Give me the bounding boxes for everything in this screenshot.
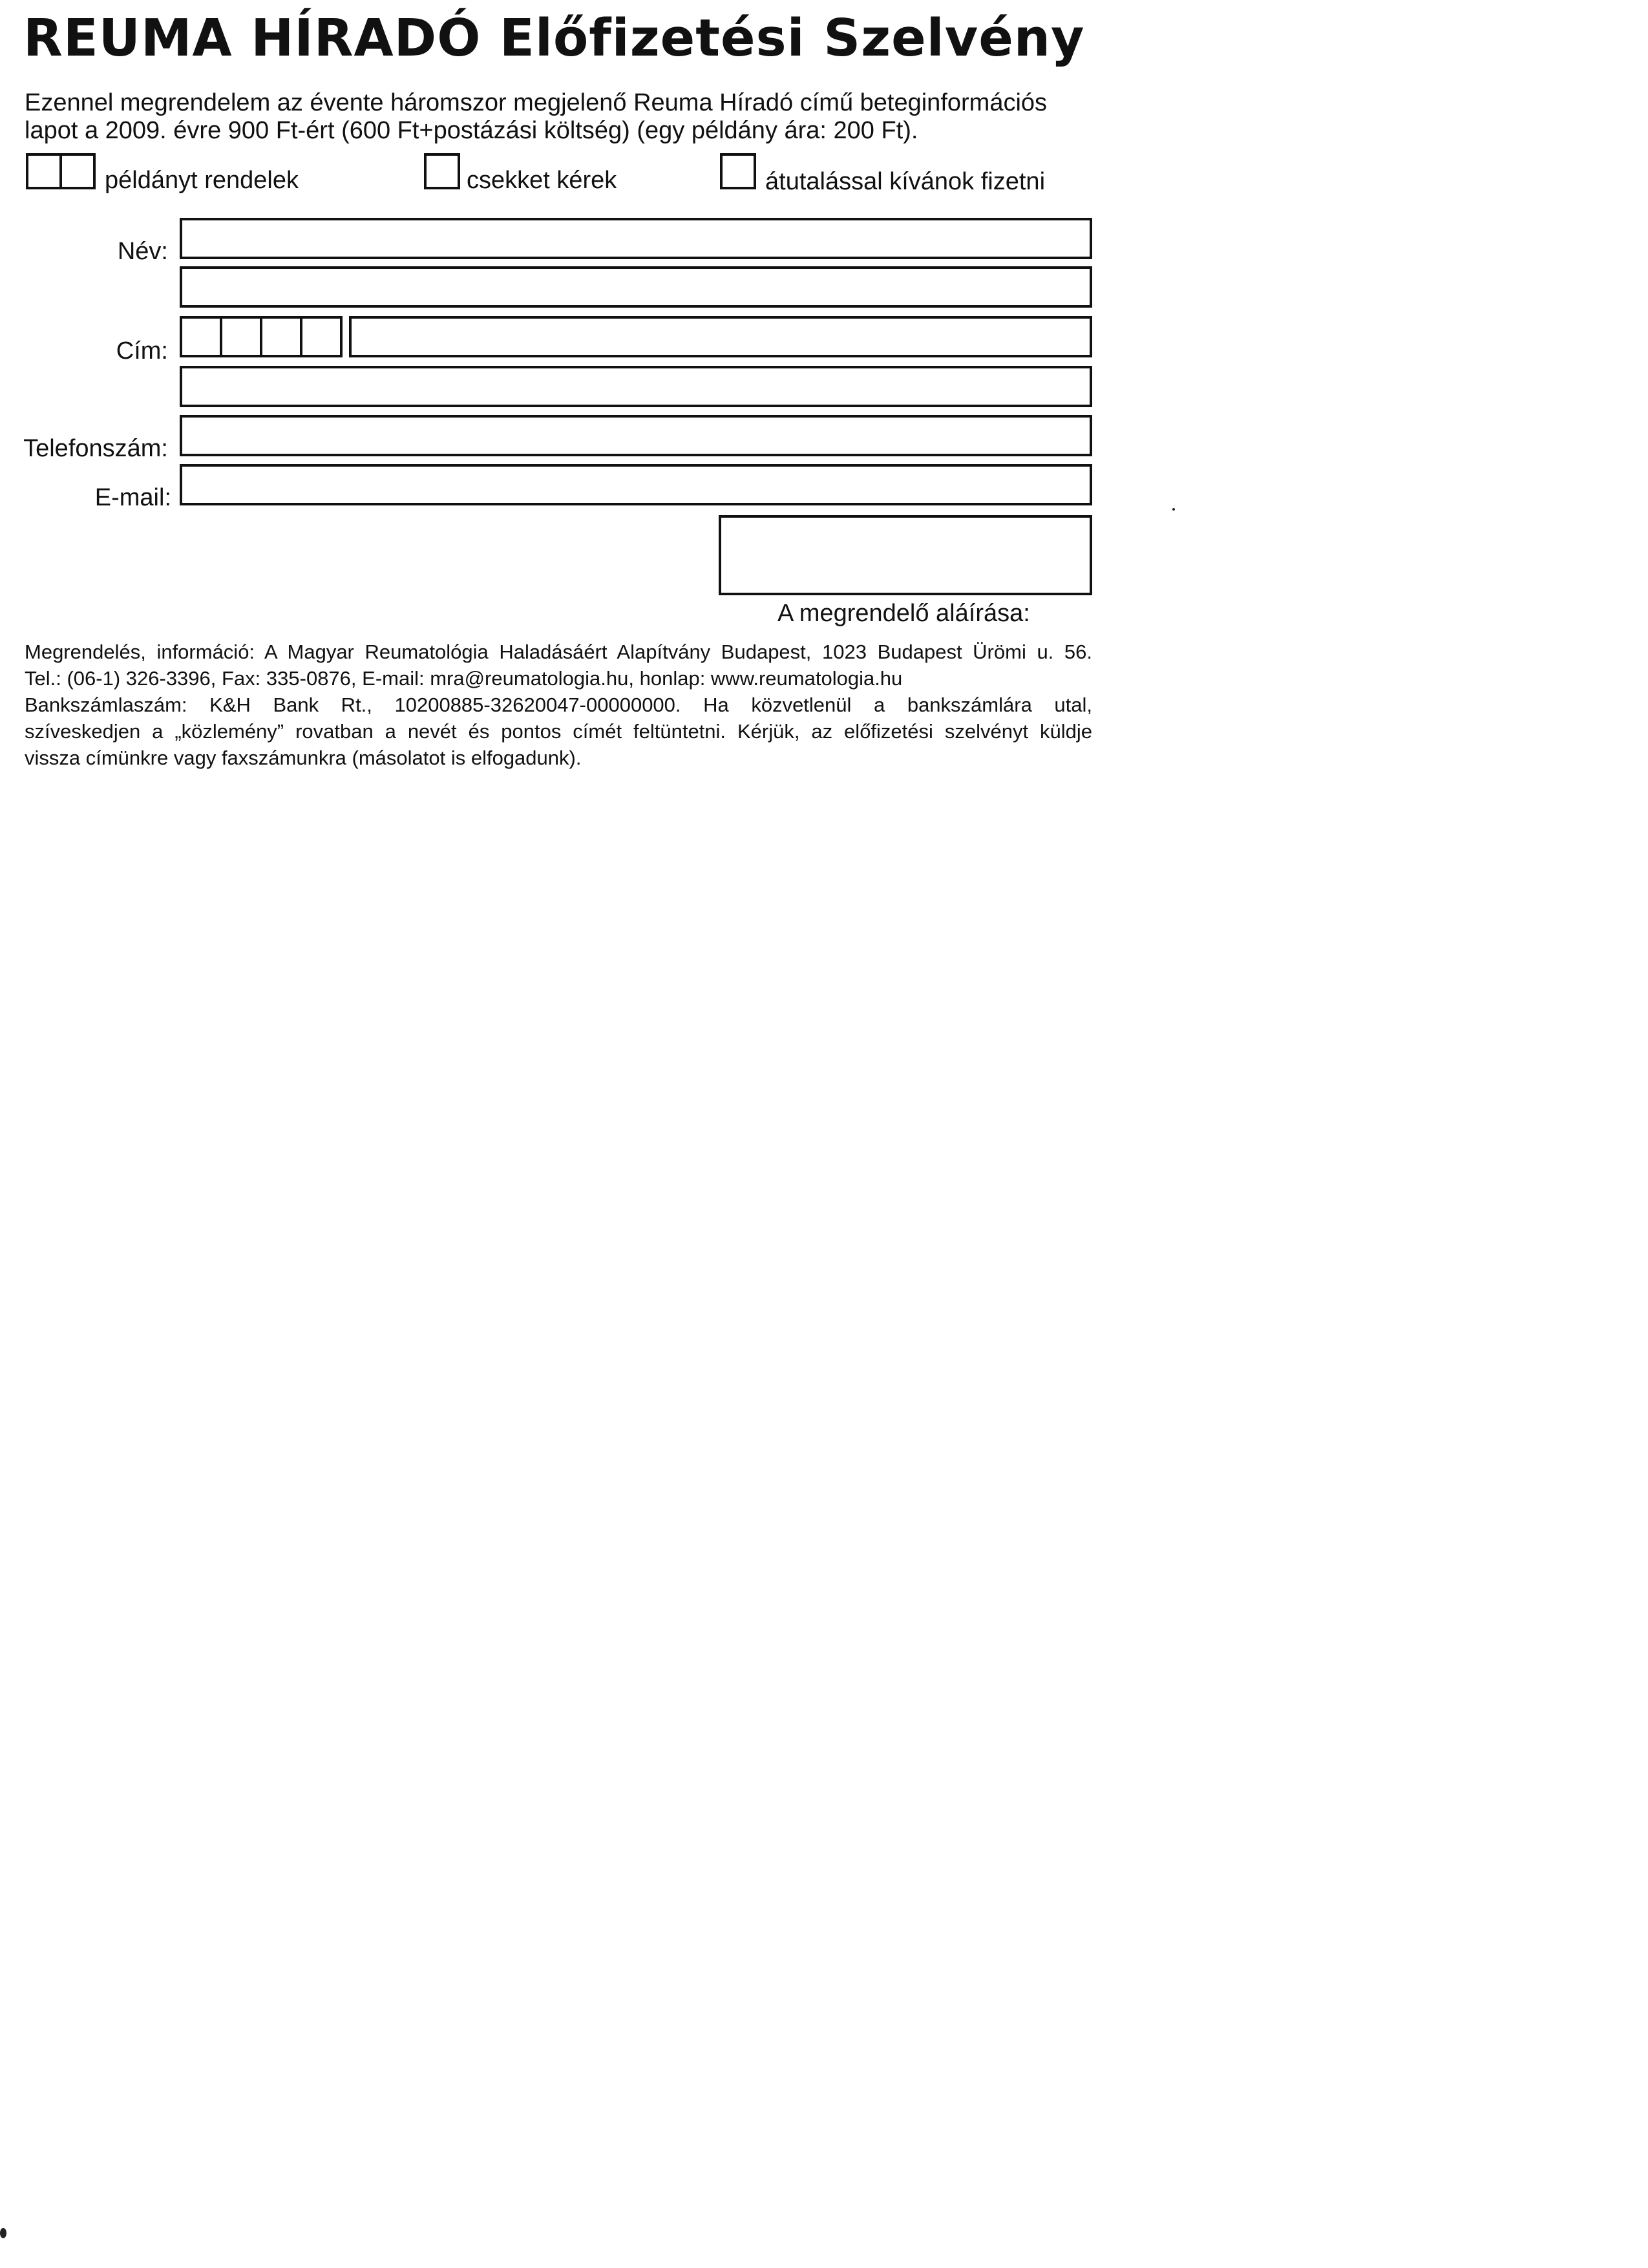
intro-line-1: Ezennel megrendelem az évente háromszor megjelenő Reuma Híradó című beteginformációs xyxy=(25,89,1048,116)
intro-line-2: lapot a 2009. évre 900 Ft-ért (600 Ft+postázási költség) (egy példány ára: 200 Ft). xyxy=(25,117,918,144)
copies-box-2[interactable] xyxy=(59,153,96,189)
footer-line-4: szíveskedjen a „közlemény” rovatban a nevét és pontos címét feltüntetni. Kérjük, az előfizetési szelvényt küldje xyxy=(25,720,1092,743)
copies-label: példányt rendelek xyxy=(105,167,299,194)
phone-label: Telefonszám: xyxy=(23,435,168,462)
transfer-checkbox[interactable] xyxy=(720,153,756,189)
phone-field[interactable] xyxy=(180,415,1092,456)
postal-code-digit-2[interactable] xyxy=(220,316,262,357)
footer-line-5: vissza címünkre vagy faxszámunkra (másolatot is elfogadunk). xyxy=(25,747,582,769)
copies-box-1[interactable] xyxy=(26,153,62,189)
footer-line-1: Megrendelés, információ: A Magyar Reumatológia Haladásáért Alapítvány Budapest, 1023 Budapest Ürömi u. 56. xyxy=(25,641,1092,663)
scan-speck xyxy=(0,2228,6,2238)
postal-code-digit-1[interactable] xyxy=(180,316,222,357)
footer-info xyxy=(25,639,1092,771)
name-field-line-2[interactable] xyxy=(180,266,1092,308)
postal-code-digit-4[interactable] xyxy=(300,316,343,357)
scan-speck xyxy=(1172,508,1175,511)
address-field-line-2[interactable] xyxy=(180,366,1092,407)
email-label: E-mail: xyxy=(94,484,171,511)
signature-box[interactable] xyxy=(719,515,1092,595)
intro-text xyxy=(25,89,1084,145)
cheque-label: csekket kérek xyxy=(467,167,617,194)
signature-label: A megrendelő aláírása: xyxy=(777,600,1030,627)
form-title: REUMA HÍRADÓ Előfizetési Szelvény xyxy=(23,8,1085,68)
name-label: Név: xyxy=(117,238,168,265)
transfer-label: átutalással kívánok fizetni xyxy=(765,168,1046,195)
footer-line-2: Tel.: (06-1) 326-3396, Fax: 335-0876, E-mail: mra@reumatologia.hu, honlap: www.reumatologia.hu xyxy=(25,667,903,690)
cheque-checkbox[interactable] xyxy=(424,153,460,189)
address-label: Cím: xyxy=(116,337,168,365)
name-field[interactable] xyxy=(180,218,1092,259)
postal-code-digit-3[interactable] xyxy=(260,316,302,357)
address-field[interactable] xyxy=(349,316,1092,357)
email-field[interactable] xyxy=(180,464,1092,505)
footer-line-3: Bankszámlaszám: K&H Bank Rt., 10200885-32620047-00000000. Ha közvetlenül a bankszámlára utal, xyxy=(25,694,1092,716)
